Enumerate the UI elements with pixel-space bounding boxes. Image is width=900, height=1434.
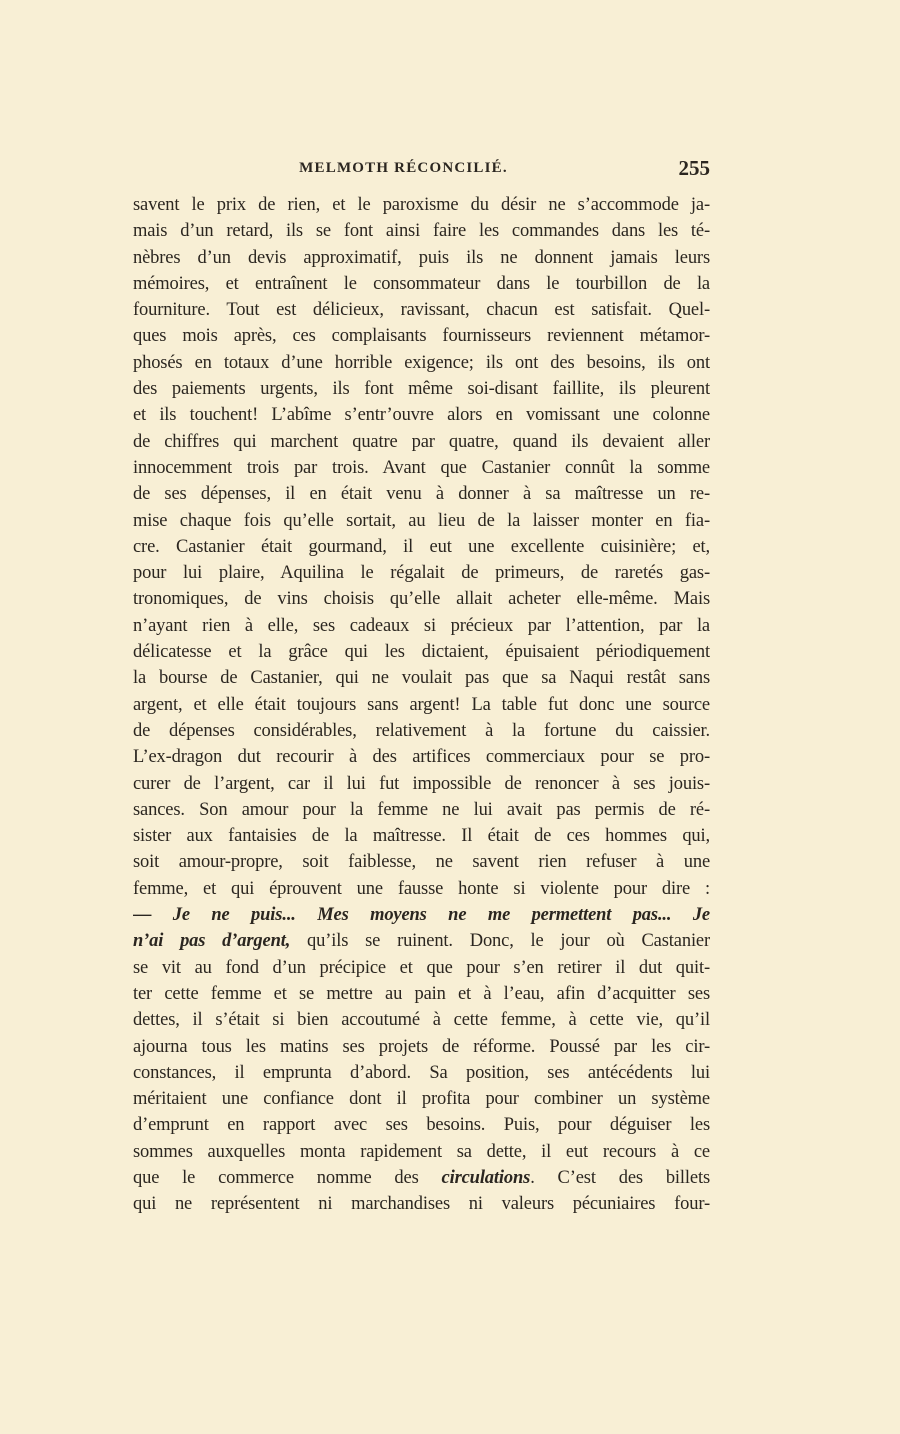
italic-text: circulations bbox=[441, 1167, 531, 1188]
text-segment: qu’ils se ruinent. Donc, le jour où Castanier bbox=[290, 931, 710, 952]
text-segment: mais d’un retard, ils se font ainsi faire les commandes dans les té- bbox=[133, 221, 710, 242]
text-line bbox=[133, 849, 710, 875]
text-segment: mémoires, et entraînent le consommateur dans le tourbillon de la bbox=[133, 273, 710, 294]
text-line bbox=[133, 350, 710, 376]
text-segment: la bourse de Castanier, qui ne voulait pas que sa Naqui restât sans bbox=[133, 668, 710, 689]
text-line bbox=[133, 1165, 710, 1191]
text-segment: mise chaque fois qu’elle sortait, au lieu de la laisser monter en fia- bbox=[133, 510, 710, 531]
text-line bbox=[133, 797, 710, 823]
text-line bbox=[133, 271, 710, 297]
text-segment: nèbres d’un devis approximatif, puis ils ne donnent jamais leurs bbox=[133, 247, 710, 268]
text-line bbox=[133, 245, 710, 271]
text-line bbox=[133, 1007, 710, 1033]
text-segment: innocemment trois par trois. Avant que Castanier connût la somme bbox=[133, 457, 710, 478]
text-line bbox=[133, 586, 710, 612]
text-segment: tronomiques, de vins choisis qu’elle allait acheter elle-même. Mais bbox=[133, 589, 710, 610]
text-line bbox=[133, 218, 710, 244]
text-line bbox=[133, 718, 710, 744]
text-line bbox=[133, 323, 710, 349]
text-line bbox=[133, 534, 710, 560]
text-line bbox=[133, 192, 710, 218]
text-segment: de chiffres qui marchent quatre par quatre, quand ils devaient aller bbox=[133, 431, 710, 452]
text-segment: méritaient une confiance dont il profita pour combiner un système bbox=[133, 1089, 710, 1110]
text-segment: . C’est des billets bbox=[530, 1167, 710, 1188]
text-segment: délicatesse et la grâce qui les dictaient, épuisaient périodiquement bbox=[133, 642, 710, 663]
text-line bbox=[133, 508, 710, 534]
text-segment: et ils touchent! L’abîme s’entr’ouvre alors en vomissant une colonne bbox=[133, 405, 710, 426]
text-segment: constances, il emprunta d’abord. Sa position, ses antécédents lui bbox=[133, 1062, 710, 1083]
text-line bbox=[133, 876, 710, 902]
text-segment: femme, et qui éprouvent une fausse honte si violente pour dire : bbox=[133, 878, 710, 899]
text-segment: des paiements urgents, ils font même soi-disant faillite, ils pleurent bbox=[133, 379, 710, 400]
running-head-title: MELMOTH RÉCONCILIÉ. bbox=[299, 160, 508, 176]
text-segment: sances. Son amour pour la femme ne lui avait pas permis de ré- bbox=[133, 799, 710, 820]
text-segment: soit amour-propre, soit faiblesse, ne savent rien refuser à une bbox=[133, 852, 710, 873]
text-segment: ter cette femme et se mettre au pain et à l’eau, afin d’acquitter ses bbox=[133, 983, 710, 1004]
text-line bbox=[133, 429, 710, 455]
text-segment: ajourna tous les matins ses projets de réforme. Poussé par les cir- bbox=[133, 1036, 710, 1057]
text-segment: curer de l’argent, car il lui fut impossible de renoncer à ses jouis- bbox=[133, 773, 710, 794]
text-segment: phosés en totaux d’une horrible exigence; ils ont des besoins, ils ont bbox=[133, 352, 710, 373]
text-segment: n’ayant rien à elle, ses cadeaux si précieux par l’attention, par la bbox=[133, 615, 710, 636]
text-segment: sister aux fantaisies de la maîtresse. Il était de ces hommes qui, bbox=[133, 826, 710, 847]
text-segment: savent le prix de rien, et le paroxisme du désir ne s’accommode ja- bbox=[133, 195, 710, 215]
text-line bbox=[133, 665, 710, 691]
text-segment: de dépenses considérables, relativement à la fortune du caissier. bbox=[133, 720, 710, 741]
text-line bbox=[133, 1086, 710, 1112]
text-line bbox=[133, 1060, 710, 1086]
text-line bbox=[133, 744, 710, 770]
text-line bbox=[133, 1139, 710, 1165]
text-segment: fourniture. Tout est délicieux, ravissant, chacun est satisfait. Quel- bbox=[133, 300, 710, 321]
text-segment: pour lui plaire, Aquilina le régalait de primeurs, de raretés gas- bbox=[133, 563, 710, 584]
text-line bbox=[133, 981, 710, 1007]
text-line bbox=[133, 823, 710, 849]
italic-text: — Je ne puis... Mes moyens ne me permettent pas... Je bbox=[133, 905, 710, 926]
text-line bbox=[133, 771, 710, 797]
text-segment: dettes, il s’était si bien accoutumé à cette femme, à cette vie, qu’il bbox=[133, 1010, 710, 1031]
body-text bbox=[133, 192, 710, 1218]
text-line bbox=[133, 902, 710, 928]
text-segment: se vit au fond d’un précipice et que pour s’en retirer il dut quit- bbox=[133, 957, 710, 978]
running-head bbox=[133, 156, 710, 182]
text-line bbox=[133, 613, 710, 639]
text-segment: sommes auxquelles monta rapidement sa dette, il eut recours à ce bbox=[133, 1141, 710, 1162]
text-line bbox=[133, 1034, 710, 1060]
text-line bbox=[133, 376, 710, 402]
text-line bbox=[133, 1191, 710, 1217]
text-line bbox=[133, 928, 710, 954]
text-line bbox=[133, 402, 710, 428]
text-line bbox=[133, 481, 710, 507]
italic-text: n’ai pas d’argent, bbox=[133, 931, 291, 952]
text-line bbox=[133, 560, 710, 586]
text-segment: argent, et elle était toujours sans argent! La table fut donc une source bbox=[133, 694, 710, 715]
text-segment: qui ne représentent ni marchandises ni valeurs pécuniaires four- bbox=[133, 1194, 710, 1215]
text-line bbox=[133, 639, 710, 665]
text-line bbox=[133, 455, 710, 481]
text-line bbox=[133, 692, 710, 718]
text-line bbox=[133, 297, 710, 323]
page-number: 255 bbox=[678, 156, 710, 180]
text-segment: que le commerce nomme des bbox=[133, 1167, 442, 1188]
text-line bbox=[133, 955, 710, 981]
text-line bbox=[133, 1112, 710, 1138]
text-segment: d’emprunt en rapport avec ses besoins. Puis, pour déguiser les bbox=[133, 1115, 710, 1136]
text-segment: de ses dépenses, il en était venu à donner à sa maîtresse un re- bbox=[133, 484, 710, 505]
text-segment: cre. Castanier était gourmand, il eut une excellente cuisinière; et, bbox=[133, 536, 710, 557]
text-segment: ques mois après, ces complaisants fournisseurs reviennent métamor- bbox=[133, 326, 710, 347]
text-segment: L’ex-dragon dut recourir à des artifices commerciaux pour se pro- bbox=[133, 747, 710, 768]
